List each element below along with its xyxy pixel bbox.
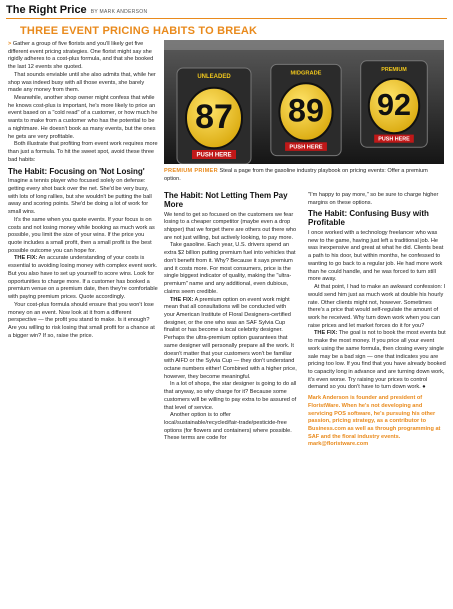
paragraph: Another option is to offer local/sustainable/recycled/fair-trade/pesticide-free options (for flowers and containers) where possible. These terms are code for xyxy=(164,412,292,442)
pump-grade-label: MIDGRADE xyxy=(290,70,322,77)
article-headline: THREE EVENT PRICING HABITS TO BREAK xyxy=(20,25,258,37)
paragraph: At that point, I had to make an awkward confession: I would send him just as much work at double his hourly rate. Other clients might not, however. Sometimes there's a price that would self-regulate the amount of work he received. Why turn down work when you can raise prices and let market forces do it for you? xyxy=(308,284,446,329)
caption-text: Steal a page from the gasoline industry playbook on pricing events: Offer a premium option. xyxy=(164,168,428,182)
paragraph: Meanwhile, another shop owner might confess that while he knows cost-plus is important, he's more likely to price an event based on a "cold read" of a customer, or how much he wants to make from a customer who has the potential to be a nightmare. He doesn't book as many events, but the ones he gets are very profitable. xyxy=(8,95,158,140)
paragraph: > Gather a group of five florists and you'll likely get five different event pricing strategies. One florist might say she rigidly adheres to a cost-plus formula, and that she booked the last 12 events she quoted. xyxy=(8,41,154,71)
photo-caption xyxy=(164,168,444,183)
octane-number: 92 xyxy=(376,87,412,122)
caption-lead: PREMIUM PRIMER xyxy=(164,168,218,174)
octane-number: 87 xyxy=(195,98,233,136)
column-1 xyxy=(8,41,158,340)
fix-label: THE FIX: xyxy=(314,330,338,337)
paragraph: THE FIX: An accurate understanding of your costs is essential to avoiding losing money with complex event work. But you also have to set up yourself to score wins. Look for opportunities to charge more. If a customer has booked a premium venue on a premium date, then they're comfortable with paying premium prices. Quote accordingly. xyxy=(8,255,158,301)
paragraph: That sounds enviable until she also admits that, while her shop was indeed busy with all those events, she barely made any money from them. xyxy=(8,71,156,94)
column-title: The Right Price xyxy=(6,4,87,16)
author-bio: Mark Anderson is founder and president of FloristWare. When he's not developing and servicing POS software, he's pursuing his other passion, pricing strategy, as a contributor to Business.com as well as through programming at SAF and the floral industry events. mark@floristware.com xyxy=(308,395,441,448)
push-here-label: PUSH HERE xyxy=(289,144,323,151)
paragraph: Both illustrate that profiting from event work requires more than just a formula. To hit the sweet spot, avoid these three bad habits: xyxy=(8,141,158,163)
arrow-icon: > xyxy=(8,41,12,47)
pump-button-92 xyxy=(361,61,428,147)
subhead: The Habit: Focusing on 'Not Losing' xyxy=(8,166,145,176)
header-rule xyxy=(6,18,447,19)
fix-label: THE FIX: xyxy=(170,296,194,303)
fix-label: THE FIX: xyxy=(14,255,38,262)
paragraph: We tend to get so focused on the customers we fear losing to a cheaper competitor (maybe even a drop shipper) that we forget there are others out there who are not just willing, but actively looking, to pay more. xyxy=(164,211,297,241)
pump-button-87 xyxy=(177,68,251,164)
column-3 xyxy=(308,192,446,449)
pump-button-89 xyxy=(271,64,341,155)
paragraph: "I'm happy to pay more," so be sure to charge higher margins on these options. xyxy=(308,192,439,206)
pump-grade-label: UNLEADED xyxy=(197,74,231,80)
paragraph: Imagine a tennis player who focused solely on defense: getting every shot back over the net. She'd be very busy, with lots of long rallies, but she wouldn't be putting the ball away and scoring points. She'd be doing a lot of work for small wins. xyxy=(8,178,152,216)
pump-grade-label: PREMIUM xyxy=(381,66,407,73)
gas-pump-illustration xyxy=(164,40,444,164)
paragraph: Take gasoline. Each year, U.S. drivers spend an extra $2 billion putting premium fuel into vehicles that don't benefit from it. Why? Because it says premium and it costs more. For most consumers, price is the single biggest indicator of quality, making the "ultra-premium" name and any additional, even dubious, claims seem credible. xyxy=(164,242,296,295)
octane-number: 89 xyxy=(288,92,324,129)
gas-pump-photo xyxy=(164,40,444,164)
page-header xyxy=(6,4,147,16)
paragraph: THE FIX: A premium option on event work might mean that all consultations will be conducted with your American Institute of Floral Designers-certified designer, or the one who was an SAF Sylvia Cup finalist or has become a local celebrity designer. Perhaps the ultra-premium option guarantees that same designer will personally prepare all the work. It doesn't matter that your customers won't be familiar with AIFD or the Sylvia Cup — they don't understand octane numbers either! Combined with a higher price, however, they become meaningful. xyxy=(164,296,297,380)
end-mark-icon: ● xyxy=(422,384,426,391)
subhead: The Habit: Not Letting Them Pay More xyxy=(164,191,288,209)
paragraph: THE FIX: The goal is not to book the most events but to make the most money. If you price all your event work using the same formula, then closing every single sale may be a bad sign — one that indicates you are pricing too low. If you find that you have already booked to capacity long in advance and are turning down work, it's even worse. Try raising your prices to control demand so you don't have to turn down work. ● xyxy=(308,330,446,391)
paragraph: Your cost-plus formula should ensure that you won't lose money on an event. Now look at it from a different perspective — the profit you stand to make. Is it enough? Are you willing to risk losing that small profit for a chance at a bigger win? If so, raise the price. xyxy=(8,301,155,339)
column-2 xyxy=(164,192,298,443)
push-here-label: PUSH HERE xyxy=(196,152,232,159)
paragraph: It's the same when you quote events. If your focus is on costs and not losing money while booking as much work as possible, you limit the size of your wins. If the price you quote includes a small profit, then a small profit is the best possible outcome you can hope for. xyxy=(8,216,155,254)
push-here-label: PUSH HERE xyxy=(378,136,410,143)
byline: BY MARK ANDERSON xyxy=(90,9,148,15)
subhead: The Habit: Confusing Busy with Profitable xyxy=(308,209,429,228)
paragraph: I once worked with a technology freelancer who was new to the game, having just left a traditional job. He was inexpensive and great at what he did. Clients beat a path to his door, but within months, he confessed to wanting to go back to a regular job. He had more work than he could handle, and he was forced to turn still more away. xyxy=(308,230,444,283)
paragraph: In a lot of shops, the star designer is going to do all that anyway, so why charge for it? Because some customers will be willing to pay extra to be assured of that level of service. xyxy=(164,381,297,411)
